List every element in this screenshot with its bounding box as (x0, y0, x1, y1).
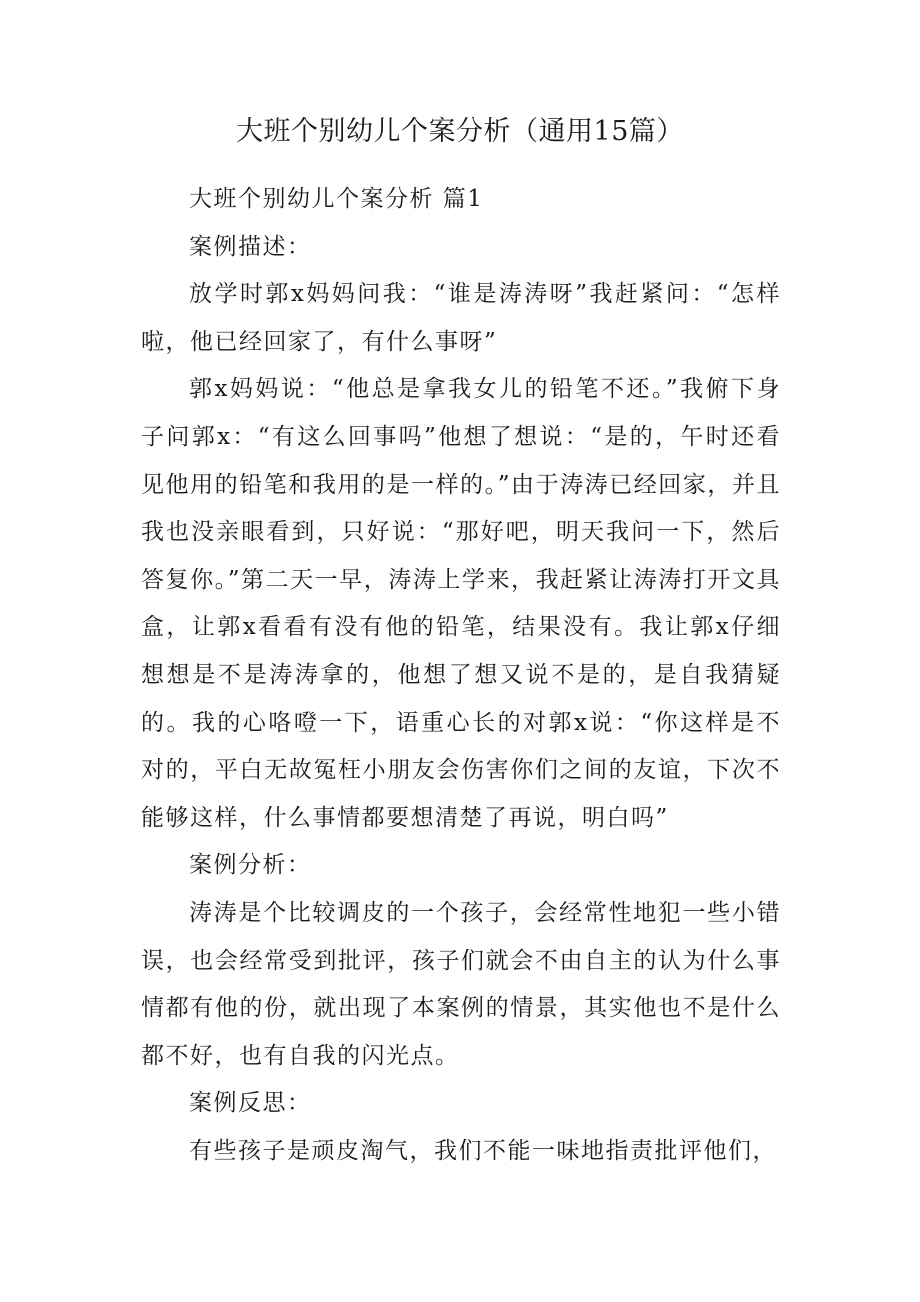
section-heading: 大班个别幼儿个案分析 篇1 (189, 186, 484, 212)
document-body (141, 176, 781, 1175)
paragraph: 放学时郭x妈妈问我：“谁是涛涛呀”我赶紧问：“怎样啦，他已经回家了，有什么事呀” (141, 281, 781, 355)
case-description-heading: 案例描述： (189, 233, 312, 260)
case-analysis-heading: 案例分析： (189, 852, 312, 879)
paragraph: 涛涛是个比较调皮的一个孩子，会经常性地犯一些小错误，也会经常受到批评，孩子们就会不由自主的认为什么事情都有他的份，就出现了本案例的情景，其实他也不是什么都不好，也有自我的闪光点。 (141, 899, 781, 1069)
document-title: 大班个别幼儿个案分析（通用15篇） (236, 116, 684, 147)
paragraph: 有些孩子是顽皮淘气，我们不能一味地指责批评他们， (189, 1137, 777, 1164)
case-reflection-heading: 案例反思： (189, 1090, 312, 1117)
paragraph: 郭x妈妈说：“他总是拿我女儿的铅笔不还。”我俯下身子问郭x：“有这么回事吗”他想了想说：“是的，午时还看见他用的铅笔和我用的是一样的。”由于涛涛已经回家，并且我也没亲眼看到，只好说：“那好吧，明天我问一下，然后答复你。”第二天一早，涛涛上学来，我赶紧让涛涛打开文具盒，让郭x看看有没有他的铅笔，结果没有。我让郭x仔细想想是不是涛涛拿的，他想了想又说不是的，是自我猜疑的。我的心咯噔一下，语重心长的对郭x说：“你这样是不对的，平白无故冤枉小朋友会伤害你们之间的友谊，下次不能够这样，什么事情都要想清楚了再说，明白吗” (141, 376, 781, 831)
